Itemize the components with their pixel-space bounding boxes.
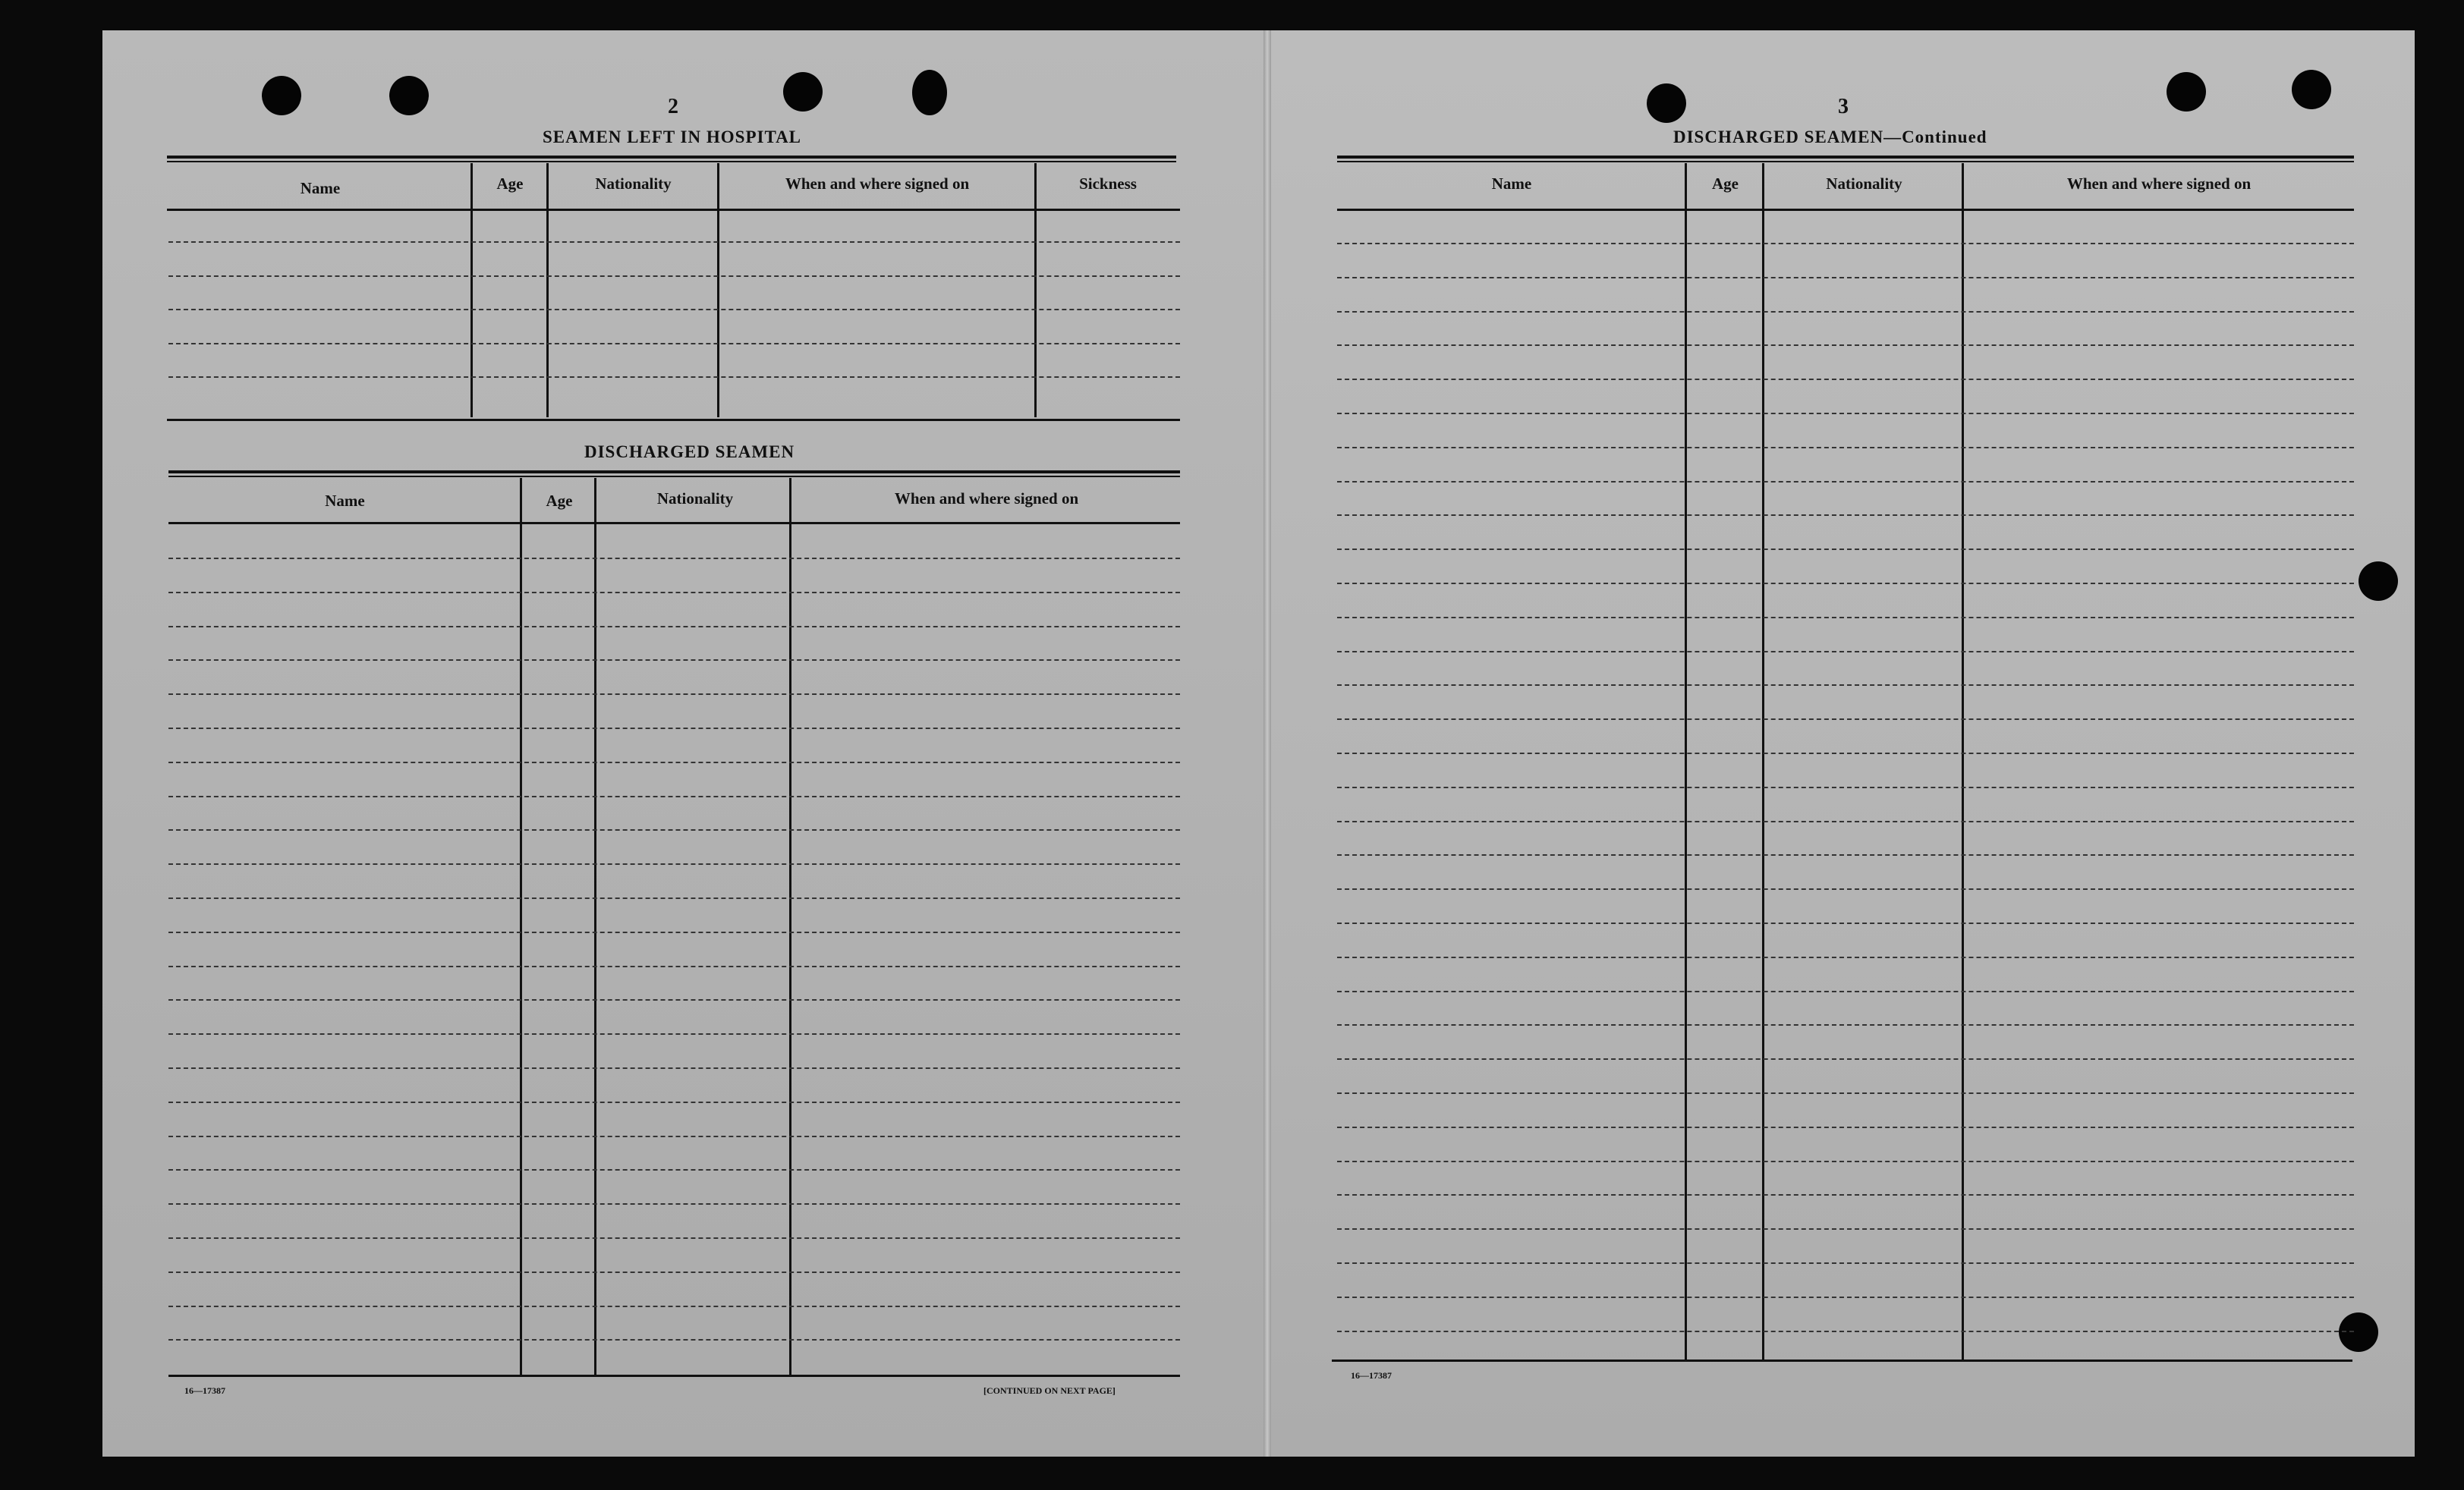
left-form-page <box>102 30 1267 1457</box>
continued-bottom-rule <box>1332 1360 2352 1362</box>
hospital-section-title: SEAMEN LEFT IN HOSPITAL <box>543 127 802 146</box>
column-header-age: Age <box>546 492 573 510</box>
column-divider <box>1685 163 1687 1362</box>
punch-hole <box>389 76 429 115</box>
column-divider <box>1762 163 1764 1362</box>
punch-hole <box>2359 561 2398 601</box>
form-row-line <box>168 863 1180 865</box>
form-row-line <box>168 659 1180 661</box>
form-row-line <box>1337 1127 2354 1128</box>
form-row-line <box>1337 1194 2354 1196</box>
column-divider <box>470 163 473 417</box>
form-row-line <box>1337 651 2354 652</box>
form-row-line <box>168 897 1180 899</box>
column-header-nationality: Nationality <box>656 489 734 508</box>
punch-hole <box>1647 83 1686 123</box>
form-row-line <box>1337 1058 2354 1060</box>
form-row-line <box>1337 923 2354 924</box>
form-row-line <box>168 1033 1180 1035</box>
column-divider <box>520 478 522 1375</box>
column-header-nationality: Nationality <box>1826 174 1902 193</box>
hospital-top-rule <box>167 156 1176 162</box>
punch-hole <box>912 70 947 115</box>
form-row-line <box>1337 787 2354 788</box>
column-header-signed-on: When and where signed on <box>894 489 1079 508</box>
form-row-line <box>168 796 1180 797</box>
form-row-line <box>168 762 1180 763</box>
form-row-line <box>1337 1262 2354 1264</box>
form-row-line <box>168 1067 1180 1069</box>
form-row-line <box>1337 1092 2354 1094</box>
form-row-line <box>168 728 1180 729</box>
form-row-line <box>168 592 1180 593</box>
punch-hole <box>2167 72 2206 112</box>
form-row-line <box>168 1339 1180 1341</box>
punch-hole <box>2292 70 2331 109</box>
column-header-name: Name <box>1491 174 1532 193</box>
form-row-line <box>1337 753 2354 754</box>
discharged-section-title: DISCHARGED SEAMEN <box>584 442 795 461</box>
continued-top-rule <box>1337 156 2354 162</box>
form-row-line <box>1337 583 2354 584</box>
continued-note: [CONTINUED ON NEXT PAGE] <box>983 1385 1116 1396</box>
form-row-line <box>168 241 1180 243</box>
form-row-line <box>1337 447 2354 448</box>
form-row-line <box>1337 311 2354 313</box>
form-row-line <box>1337 344 2354 346</box>
form-row-line <box>1337 481 2354 483</box>
column-divider <box>717 163 719 417</box>
form-row-line <box>1337 854 2354 856</box>
form-row-line <box>168 376 1180 378</box>
page-number: 3 <box>1838 95 1849 118</box>
form-row-line <box>1337 549 2354 550</box>
form-row-line <box>1337 684 2354 686</box>
discharged-top-rule <box>168 470 1180 477</box>
column-divider <box>789 478 791 1375</box>
punch-hole <box>262 76 301 115</box>
discharged-header-rule <box>168 522 1180 524</box>
column-header-name: Name <box>300 179 341 197</box>
form-row-line <box>1337 718 2354 720</box>
form-row-line <box>1337 1331 2354 1332</box>
column-divider <box>1034 163 1037 417</box>
form-row-line <box>168 275 1180 277</box>
form-row-line <box>168 693 1180 695</box>
form-row-line <box>1337 1161 2354 1162</box>
form-row-line <box>1337 1228 2354 1230</box>
form-row-line <box>1337 1024 2354 1026</box>
form-row-line <box>1337 1297 2354 1298</box>
page-number: 2 <box>668 95 678 118</box>
form-number: 16—17387 <box>1351 1370 1392 1381</box>
column-header-signed-on: When and where signed on <box>785 174 970 193</box>
column-header-age: Age <box>496 174 524 193</box>
column-divider <box>594 478 596 1375</box>
form-row-line <box>168 1169 1180 1171</box>
form-row-line <box>1337 277 2354 278</box>
discharged-continued-section-title: DISCHARGED SEAMEN—Continued <box>1673 127 1987 146</box>
form-row-line <box>1337 991 2354 992</box>
form-row-line <box>168 966 1180 967</box>
form-row-line <box>168 1203 1180 1205</box>
hospital-bottom-rule <box>167 419 1180 421</box>
form-row-line <box>168 626 1180 627</box>
form-row-line <box>1337 514 2354 516</box>
form-row-line <box>1337 617 2354 618</box>
form-row-line <box>1337 379 2354 380</box>
form-row-line <box>168 1136 1180 1137</box>
form-row-line <box>168 309 1180 310</box>
form-row-line <box>1337 243 2354 244</box>
column-divider <box>1962 163 1964 1362</box>
column-header-name: Name <box>325 492 365 510</box>
form-row-line <box>168 1102 1180 1103</box>
page-fold <box>1263 30 1271 1457</box>
right-form-page <box>1267 30 2415 1457</box>
form-number: 16—17387 <box>184 1385 225 1396</box>
form-row-line <box>168 1272 1180 1273</box>
punch-hole <box>2339 1312 2378 1352</box>
punch-hole <box>783 72 823 112</box>
continued-header-rule <box>1337 209 2354 211</box>
form-row-line <box>168 343 1180 344</box>
form-row-line <box>1337 413 2354 414</box>
form-row-line <box>168 558 1180 559</box>
column-divider <box>546 163 549 417</box>
form-row-line <box>1337 957 2354 958</box>
column-header-sickness: Sickness <box>1079 174 1137 193</box>
form-row-line <box>168 1306 1180 1307</box>
form-row-line <box>168 999 1180 1001</box>
column-header-signed-on: When and where signed on <box>2066 174 2252 193</box>
hospital-header-rule <box>167 209 1180 211</box>
discharged-bottom-rule <box>168 1375 1180 1377</box>
form-row-line <box>168 932 1180 933</box>
form-row-line <box>168 1237 1180 1239</box>
form-row-line <box>168 829 1180 831</box>
form-row-line <box>1337 888 2354 890</box>
column-header-age: Age <box>1712 174 1739 193</box>
form-row-line <box>1337 821 2354 822</box>
column-header-nationality: Nationality <box>595 174 672 193</box>
